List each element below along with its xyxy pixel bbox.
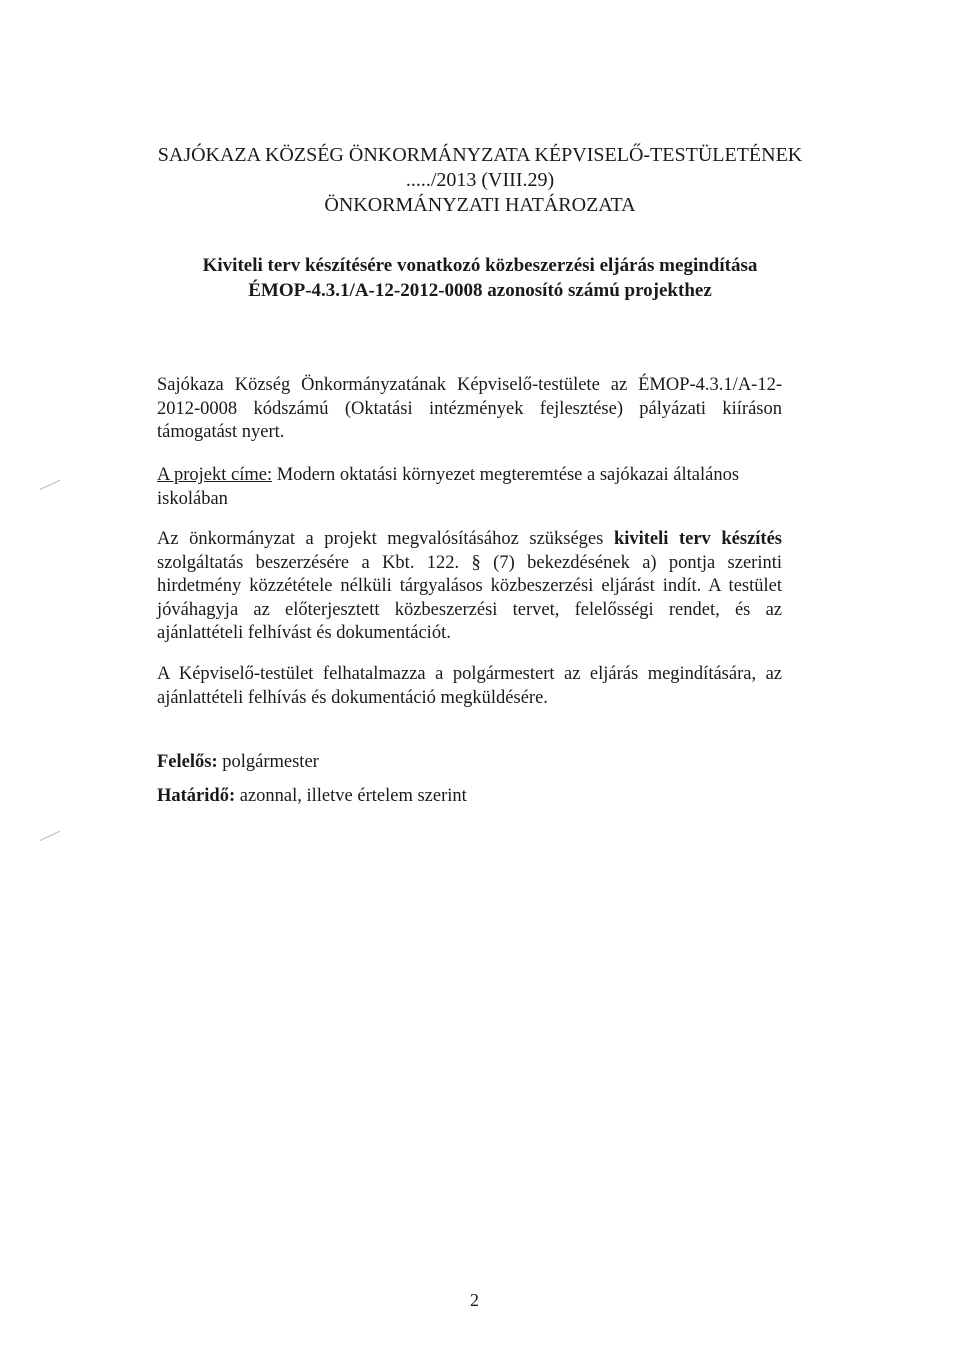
page-number: 2 [470, 1290, 479, 1310]
scan-mark [40, 480, 60, 490]
resolution-type: ÖNKORMÁNYZATI HATÁROZATA [324, 194, 636, 216]
responsible-value: polgármester [222, 752, 319, 772]
title-line-1: Kiviteli terv készítésére vonatkozó közbeszerzési eljárás megindítása [202, 255, 758, 276]
council-name: SAJÓKAZA KÖZSÉG ÖNKORMÁNYZATA KÉPVISELŐ-TESTÜLETÉNEK [157, 144, 803, 166]
intro-paragraph: Sajókaza Község Önkormányzatának Képviselő-testülete az ÉMOP-4.3.1/A-12-2012-0008 kódszámú (Oktatási intézmények fejlesztése) pályázati kiíráson támogatást nyert. [157, 375, 782, 442]
deadline-value: azonnal, illetve értelem szerint [239, 786, 467, 806]
deadline-line [157, 785, 467, 808]
decision-text-start: Az önkormányzat a projekt megvalósításához szükséges [157, 529, 604, 549]
title-line-2: ÉMOP-4.3.1/A-12-2012-0008 azonosító számú projekthez [248, 280, 712, 301]
decision-paragraph [157, 528, 782, 646]
resolution-header [0, 143, 960, 218]
project-title-paragraph [157, 464, 782, 511]
resolution-number: ...../2013 (VIII.29) [405, 169, 555, 191]
resolution-title [0, 253, 960, 303]
decision-emphasis: kiviteli terv készítés [613, 529, 782, 549]
project-title-label: A projekt címe: [157, 465, 273, 485]
deadline-label: Határidő: [157, 786, 236, 806]
project-title-text: Modern oktatási környezet megteremtése a sajókazai általános iskolában [157, 465, 740, 509]
responsible-line [157, 751, 319, 774]
scan-mark [40, 831, 60, 841]
decision-text-end: szolgáltatás beszerzésére a Kbt. 122. § (7) bekezdésének a) pontja szerinti hirdetmény közzététele nélküli tárgyalásos közbeszerzési eljárást indít. A testület jóváhagyja az előterjesztett közbeszerzési tervet, felelősségi rendet, és az ajánlattételi felhívást és dokumentációt. [157, 552, 782, 643]
responsible-label: Felelős: [157, 752, 218, 772]
authorization-paragraph: A Képviselő-testület felhatalmazza a polgármestert az eljárás megindítására, az ajánlattételi felhívás és dokumentáció megküldésére. [157, 664, 782, 708]
